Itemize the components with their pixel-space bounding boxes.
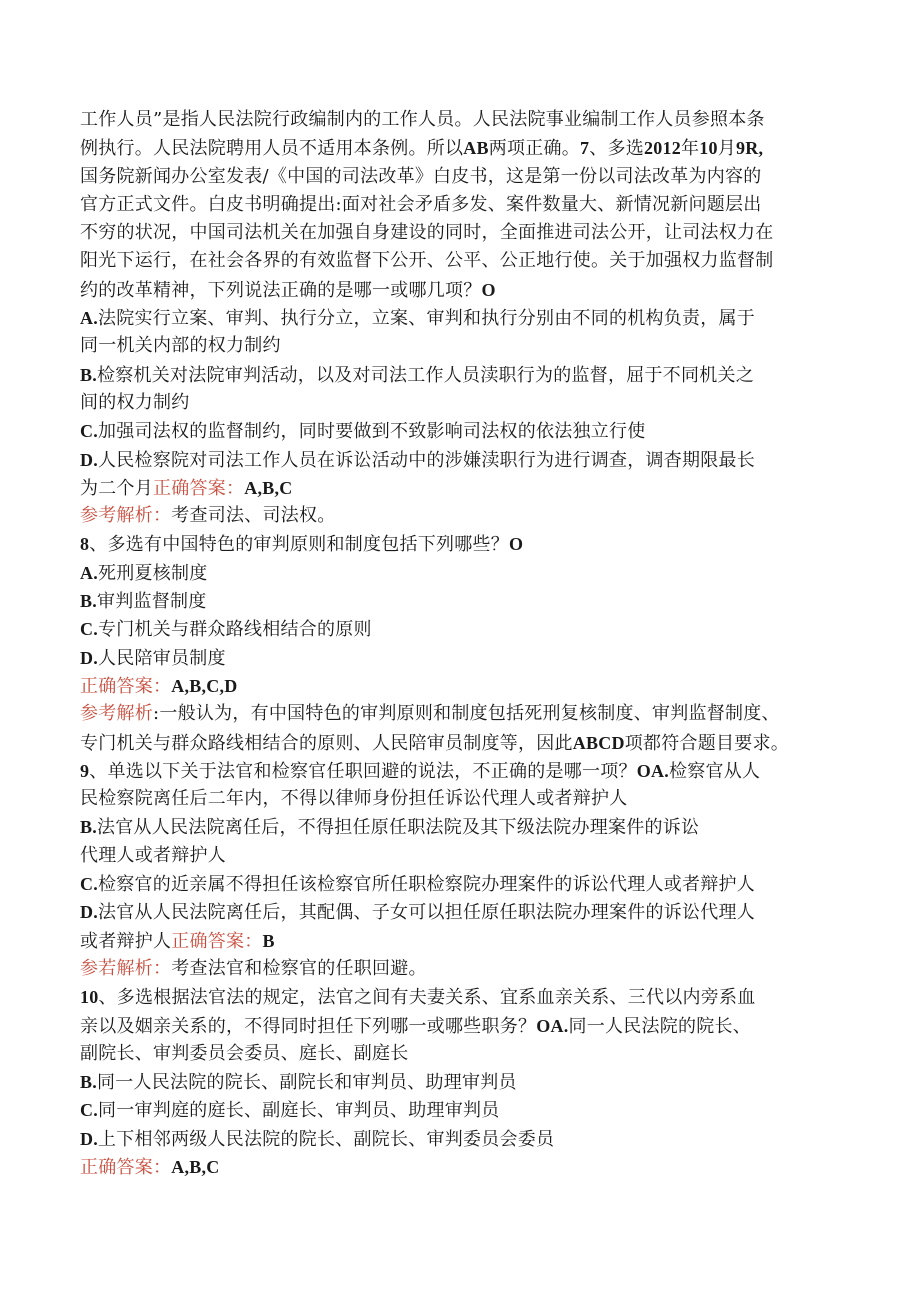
bold-run: D.: [80, 449, 98, 470]
text-run: 例执行。人民法院聘用人员不适用本条例。所以: [80, 138, 464, 160]
bold-run: ABCD: [572, 732, 625, 753]
document-body: [80, 106, 840, 1181]
text-run: 官方正式文件。白皮书明确提出:面对社会矛盾多发、案件数量大、新情况新问题层出: [80, 193, 762, 215]
text-line: [80, 898, 840, 926]
text-run: 或者辩护人: [80, 930, 172, 952]
text-line: [80, 530, 840, 558]
text-line: [80, 927, 840, 955]
text-run: 代理人或者辩护人: [80, 844, 226, 866]
text-line: [80, 870, 840, 898]
text-line: [80, 672, 840, 700]
bold-run: D.: [80, 1128, 98, 1149]
text-run: 约的改革精神，下列说法正确的是哪一或哪几项？: [80, 279, 482, 301]
text-run: 民检察院离任后二年内，不得以律师身份担任诉讼代理人或者辩护人: [80, 788, 628, 810]
text-run: 、单选以下关于法官和检察官任职回避的说法，不正确的是哪一项？: [89, 760, 637, 782]
text-run: 检察官从人: [669, 760, 761, 782]
text-run: 人民陪审员制度: [98, 647, 226, 669]
text-line: [80, 191, 840, 219]
bold-run: C.: [80, 421, 98, 442]
answer-label: 参考解析：: [80, 505, 172, 527]
text-run: 检察机关对法院审判活动，以及对司法工作人员渎职行为的监督，屈于不同机关之: [97, 364, 755, 386]
bold-run: A.: [80, 562, 98, 583]
text-run: 项都符合题目要求。: [624, 732, 790, 754]
bold-run: AB: [463, 138, 489, 159]
text-run: 考查法官和检察官的任职回避。: [171, 957, 427, 979]
text-run: 亲以及姻亲关系的，不得同时担任下列哪一或哪些职务？: [80, 1015, 537, 1037]
text-run: 、多选有中国特色的审判原则和制度包括下列哪些？: [89, 534, 509, 556]
text-run: 两项正确。: [488, 138, 581, 160]
text-run: 同一人民法院的院长、副院长和审判员、助理审判员: [97, 1072, 517, 1094]
text-run: 死刑夏核制度: [98, 562, 208, 584]
text-run: 法院实行立案、审判、执行分立，立案、审判和执行分别由不同的机构负责，属于: [98, 308, 755, 330]
text-line: [80, 247, 840, 275]
text-run: 工作人员”是指人民法院行政编制内的工作人员。人民法院事业编制工作人员参照本条: [80, 109, 765, 130]
answer-label: 正确答案：: [153, 477, 245, 499]
text-run: 月: [717, 138, 737, 160]
text-line: [80, 785, 840, 813]
text-run: 专门机关与群众路线相结合的原则: [98, 619, 372, 641]
bold-run: 8: [80, 534, 90, 555]
bold-run: OA.: [636, 760, 669, 781]
text-line: [80, 955, 840, 983]
text-run: 考查司法、司法权。: [171, 505, 336, 527]
text-run: 副院长、审判委员会委员、庭长、副庭长: [80, 1042, 409, 1064]
bold-run: 10: [80, 987, 99, 1008]
answer-label: 正确答案：: [80, 675, 172, 697]
answer-label: 参考解析: [80, 703, 153, 725]
bold-run: 2012: [644, 138, 682, 159]
bold-run: A,B,C: [244, 477, 293, 498]
text-line: [80, 1068, 840, 1096]
text-run: 同一人民法院的院长、: [568, 1015, 751, 1037]
text-line: [80, 842, 840, 870]
text-line: [80, 304, 840, 332]
bold-run: C.: [80, 619, 98, 640]
text-line: [80, 559, 840, 587]
bold-run: D.: [80, 647, 98, 668]
bold-run: 9R,: [736, 138, 764, 159]
text-line: [80, 644, 840, 672]
text-line: [80, 983, 840, 1011]
bold-run: 10: [699, 138, 718, 159]
text-line: [80, 163, 840, 191]
text-line: [80, 615, 840, 643]
text-run: 间的权力制约: [80, 391, 190, 413]
text-line: [80, 417, 840, 445]
answer-label: 正确答案：: [80, 1156, 172, 1178]
bold-run: 7: [580, 138, 590, 159]
text-run: 国务院新闻办公室发表/《中国的司法改革》白皮书，这是第一份以司法改革为内容的: [80, 165, 762, 187]
bold-run: B: [262, 930, 275, 951]
text-line: [80, 1096, 840, 1124]
text-run: 检察官的近亲属不得担任该检察官所任职检察院办理案件的诉讼代理人或者辩护人: [98, 874, 755, 896]
text-line: [80, 446, 840, 474]
text-run: 不穷的状况，中国司法机关在加强自身建设的同时，全面推进司法公开，让司法权力在: [80, 222, 774, 244]
bold-run: C.: [80, 1100, 98, 1121]
answer-label: 参若解析：: [80, 957, 172, 979]
text-run: 审判监督制度: [97, 591, 207, 613]
text-line: [80, 729, 840, 757]
bold-run: A,B,C,D: [171, 675, 238, 696]
text-line: [80, 219, 840, 247]
bold-run: O: [509, 534, 524, 555]
bold-run: B.: [80, 1072, 98, 1093]
bold-run: B.: [80, 817, 98, 838]
bold-run: A.: [80, 308, 98, 329]
bold-run: 9: [80, 760, 90, 781]
text-run: 为二个月: [80, 477, 153, 499]
bold-run: C.: [80, 874, 98, 895]
text-line: [80, 276, 840, 304]
text-run: 法官从人民法院离任后，不得担任原任职法院及其下级法院办理案件的诉讼: [97, 817, 700, 839]
bold-run: OA.: [536, 1015, 569, 1036]
text-run: 同一机关内部的权力制约: [80, 335, 281, 357]
text-run: 阳光下运行，在社会各界的有效监督下公开、公平、公正地行使。关于加强权力监督制: [80, 250, 774, 272]
text-line: [80, 813, 840, 841]
text-run: 加强司法权的监督制约，同时要做到不致影响司法权的依法独立行使: [98, 421, 646, 443]
text-line: [80, 502, 840, 530]
text-run: 、多选根据法官法的规定，法官之间有夫妻关系、宜系血亲关系、三代以内旁系血: [98, 987, 756, 1009]
text-line: [80, 1012, 840, 1040]
text-run: 专门机关与群众路线相结合的原则、人民陪审员制度等，因此: [80, 732, 573, 754]
text-line: [80, 474, 840, 502]
text-line: [80, 106, 840, 134]
text-run: 同一审判庭的庭长、副庭长、审判员、助理审判员: [98, 1100, 500, 1122]
text-line: [80, 332, 840, 360]
text-run: 人民检察院对司法工作人员在诉讼活动中的涉嫌渎职行为进行调查，调杳期限最长: [98, 449, 755, 471]
text-line: [80, 361, 840, 389]
text-run: :一般认为，有中国特色的审判原则和制度包括死刑复核制度、审判监督制度、: [153, 703, 780, 725]
bold-run: B.: [80, 364, 98, 385]
text-run: 年: [681, 138, 700, 160]
text-line: [80, 700, 840, 728]
text-run: 法官从人民法院离任后，其配偶、子女可以担任原任职法院办理案件的诉讼代理人: [98, 902, 755, 924]
answer-label: 正确答案：: [171, 930, 263, 952]
text-line: [80, 134, 840, 162]
bold-run: B.: [80, 591, 98, 612]
text-line: [80, 1153, 840, 1181]
text-line: [80, 1040, 840, 1068]
text-line: [80, 1125, 840, 1153]
text-line: [80, 587, 840, 615]
text-run: 上下相邻两级人民法院的院长、副院长、审判委员会委员: [98, 1128, 555, 1150]
bold-run: D.: [80, 902, 98, 923]
bold-run: A,B,C: [171, 1156, 220, 1177]
text-line: [80, 389, 840, 417]
text-run: 、多选: [589, 138, 645, 160]
text-line: [80, 757, 840, 785]
bold-run: O: [481, 279, 496, 300]
